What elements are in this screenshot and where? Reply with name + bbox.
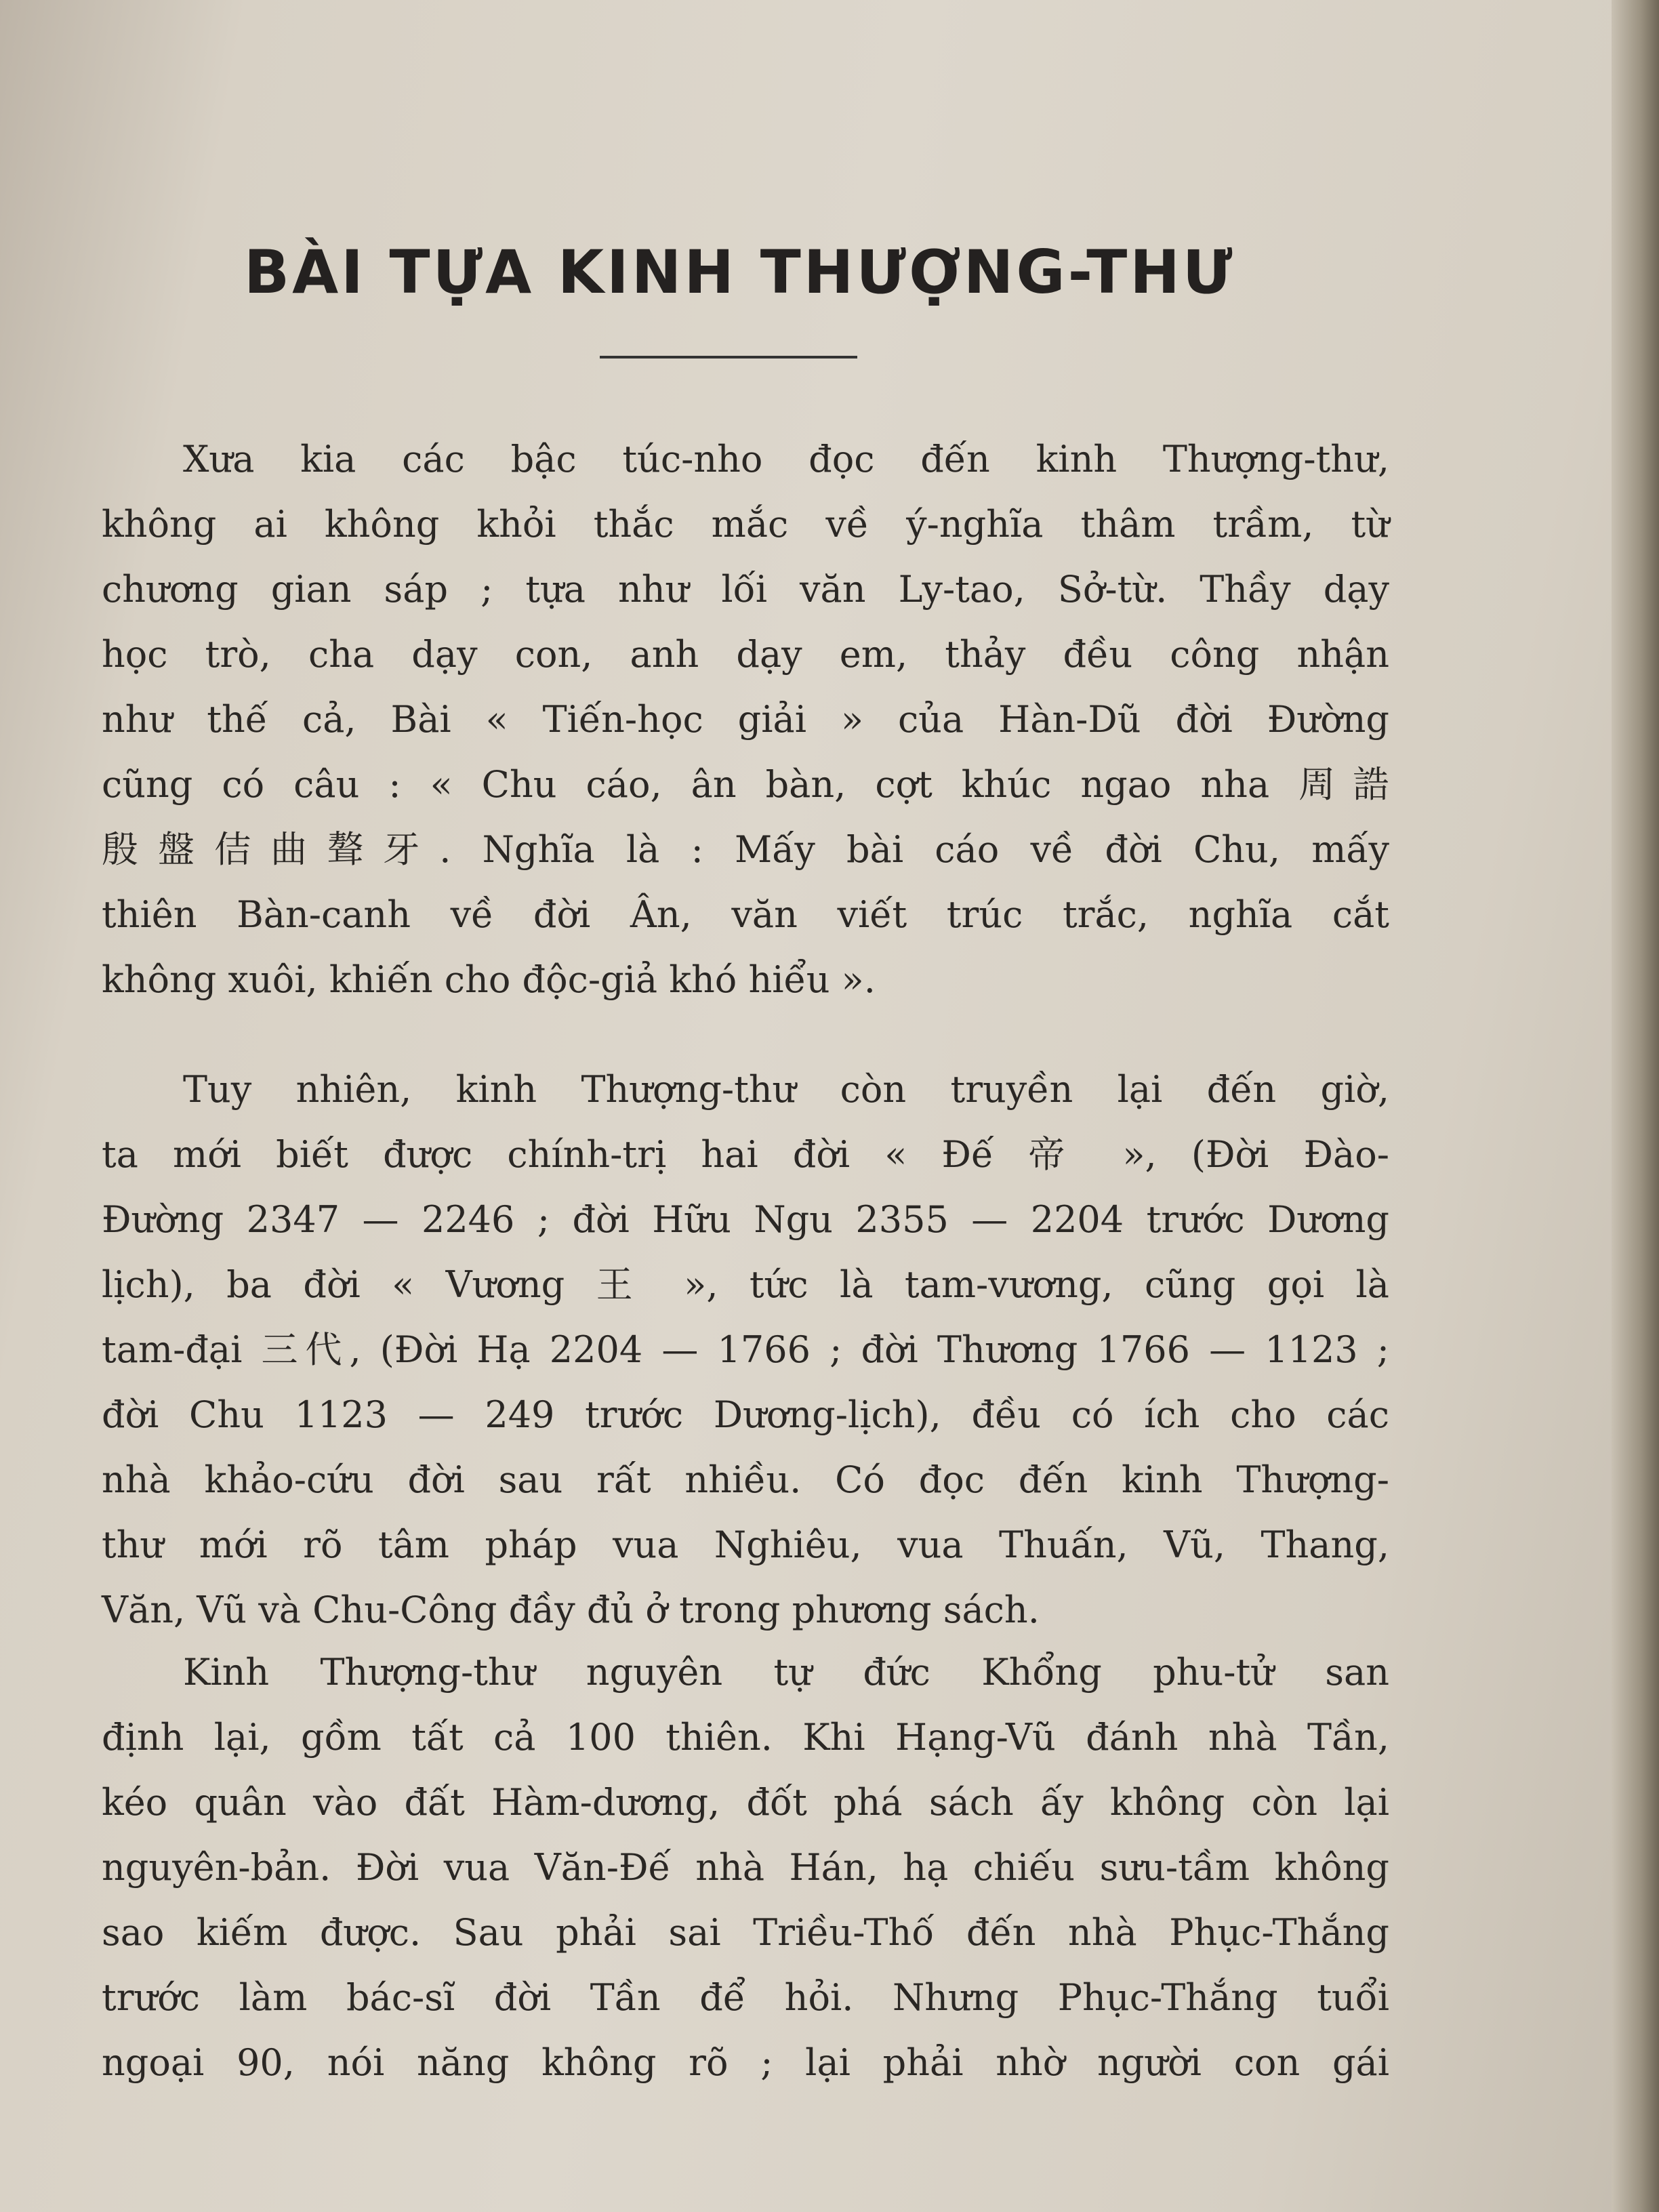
text-line: lịch), ba đời « Vương 王 », tức là tam-vương, cũng gọi là — [102, 1263, 1389, 1306]
text-line: thiên Bàn-canh về đời Ân, văn viết trúc trắc, nghĩa cắt — [102, 893, 1389, 936]
text-line: cũng có câu : « Chu cáo, ân bàn, cợt khúc ngao nha 周誥 — [102, 763, 1389, 806]
text-line: định lại, gồm tất cả 100 thiên. Khi Hạng-Vũ đánh nhà Tần, — [102, 1716, 1389, 1759]
text-line: chương gian sáp ; tựa như lối văn Ly-tao, Sở-từ. Thầy dạy — [102, 568, 1389, 611]
paragraph-3 — [102, 1640, 1389, 2095]
text-line: nhà khảo-cứu đời sau rất nhiều. Có đọc đến kinh Thượng- — [102, 1458, 1389, 1501]
text-line: trước làm bác-sĩ đời Tần để hỏi. Nhưng Phục-Thắng tuổi — [102, 1976, 1389, 2019]
text-line: ngoại 90, nói năng không rõ ; lại phải nhờ người con gái — [102, 2041, 1389, 2084]
text-line: Văn, Vũ và Chu-Công đầy đủ ở trong phương sách. — [102, 1589, 1040, 1631]
text-line: không ai không khỏi thắc mắc về ý-nghĩa thâm trầm, từ — [102, 503, 1389, 546]
text-line: Đường 2347 — 2246 ; đời Hữu Ngu 2355 — 2204 trước Dương — [102, 1198, 1389, 1241]
text-line: học trò, cha dạy con, anh dạy em, thảy đều công nhận — [102, 633, 1389, 676]
text-line: thư mới rõ tâm pháp vua Nghiêu, vua Thuấn, Vũ, Thang, — [102, 1523, 1389, 1566]
text-line: không xuôi, khiến cho độc-giả khó hiểu ». — [102, 958, 876, 1001]
paragraph-2 — [102, 1057, 1389, 1643]
text-line: kéo quân vào đất Hàm-dương, đốt phá sách ấy không còn lại — [102, 1781, 1389, 1824]
page-edge-shadow — [1612, 0, 1659, 2212]
text-line: tam-đại 三代, (Đời Hạ 2204 — 1766 ; đời Thương 1766 — 1123 ; — [102, 1328, 1389, 1371]
text-line: 殷盤佶曲聱牙. Nghĩa là : Mấy bài cáo về đời Chu, mấy — [102, 828, 1389, 871]
paragraph-1 — [102, 427, 1389, 1012]
text-line: Kinh Thượng-thư nguyên tự đức Khổng phu-tử san — [183, 1651, 1389, 1694]
text-line: Xưa kia các bậc túc-nho đọc đến kinh Thượng-thư, — [183, 438, 1389, 480]
text-line: sao kiếm được. Sau phải sai Triều-Thố đến nhà Phục-Thắng — [102, 1911, 1389, 1954]
title-underline — [600, 356, 857, 359]
text-line: Tuy nhiên, kinh Thượng-thư còn truyền lại đến giờ, — [183, 1068, 1389, 1111]
text-line: nguyên-bản. Đời vua Văn-Đế nhà Hán, hạ chiếu sưu-tầm không — [102, 1846, 1389, 1889]
text-line: như thế cả, Bài « Tiến-học giải » của Hàn-Dũ đời Đường — [102, 698, 1389, 741]
text-line: đời Chu 1123 — 249 trước Dương-lịch), đều có ích cho các — [102, 1393, 1389, 1436]
text-line: ta mới biết được chính-trị hai đời « Đế 帝 », (Đời Đào- — [102, 1133, 1389, 1176]
page-title: BÀI TỰA KINH THƯỢNG-THƯ — [244, 237, 1235, 307]
